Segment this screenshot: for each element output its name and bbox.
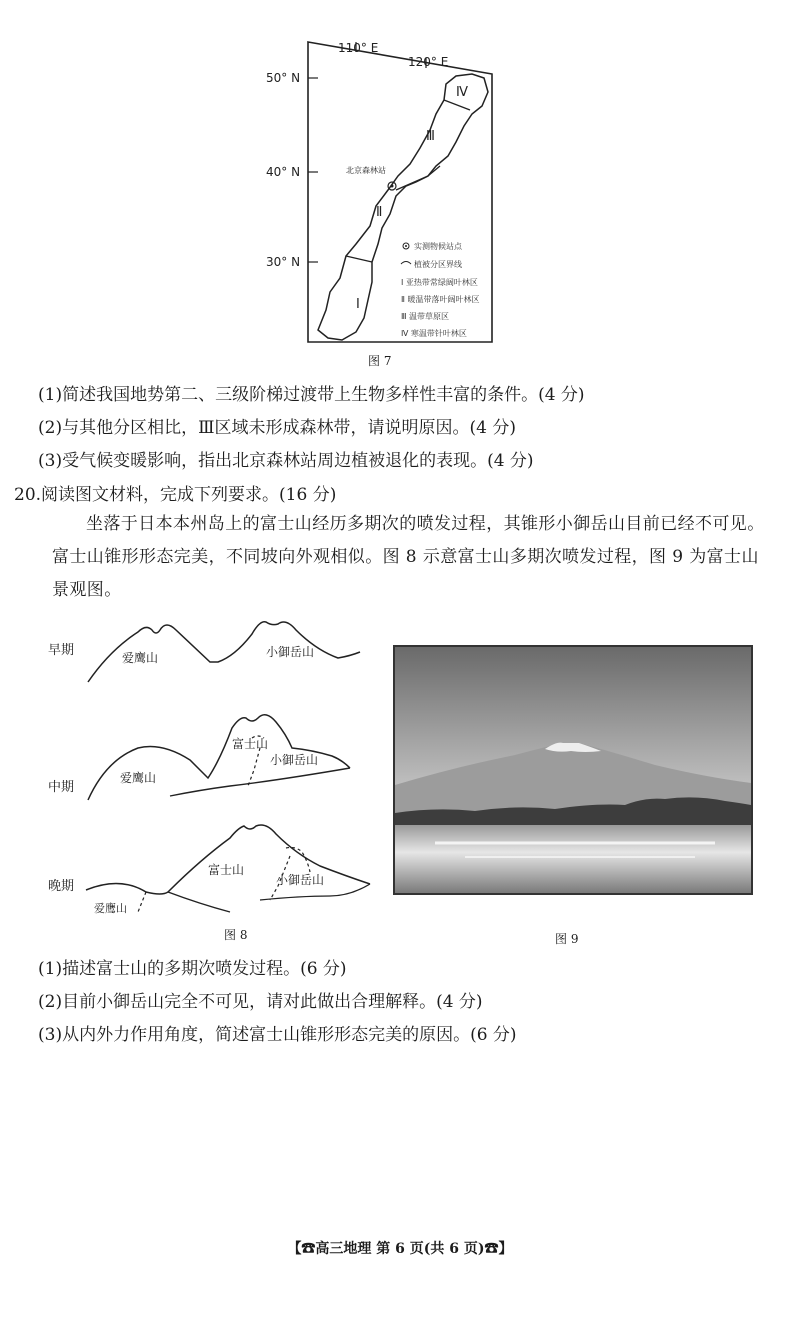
legend-item: Ⅲ 温带草原区 — [401, 312, 450, 321]
label-aitaka-late: 爱鹰山 — [94, 902, 127, 915]
figure9-photo — [393, 645, 753, 895]
stage-early — [88, 622, 360, 682]
lat-label-50: 50° N — [266, 71, 301, 85]
zone-label-3: Ⅲ — [426, 129, 435, 144]
stage-label-middle: 中期 — [48, 780, 75, 795]
map-legend — [401, 241, 479, 338]
stage-late — [86, 825, 370, 915]
label-fuji-middle: 富士山 — [232, 737, 269, 751]
figure7-caption: 图 7 — [368, 354, 392, 368]
legend-item: Ⅱ 暖温带落叶阔叶林区 — [401, 295, 480, 304]
page-footer: 【☎高三地理 第 6 页(共 6 页)☎】 — [287, 1241, 513, 1257]
q20-sub3: (3)从内外力作用角度，简述富士山锥形形态完美的原因。(6 分) — [38, 1025, 517, 1045]
label-aitaka-early: 爱鹰山 — [122, 651, 159, 665]
q19-sub1: (1)简述我国地势第二、三级阶梯过渡带上生物多样性丰富的条件。(4 分) — [38, 385, 585, 405]
stage-middle — [88, 715, 350, 800]
legend-item: Ⅳ 寒温带针叶林区 — [401, 329, 467, 338]
q20-paragraph: 坐落于日本本州岛上的富士山经历多期次的喷发过程，其锥形小御岳山目前已经不可见。富士山锥形形态完美，不同坡向外观相似。图 8 示意富士山多期次喷发过程，图 9 为富士山景观图。 — [52, 514, 765, 600]
zone-label-4: Ⅳ — [456, 85, 468, 100]
zone-boundary — [444, 100, 470, 110]
q20-sub1: (1)描述富士山的多期次喷发过程。(6 分) — [38, 959, 347, 979]
lat-label-30: 30° N — [266, 255, 301, 269]
label-komitake-middle: 小御岳山 — [270, 753, 319, 767]
zone-label-1: Ⅰ — [356, 297, 360, 312]
lon-label-110: 110° E — [338, 41, 379, 55]
lon-label-120: 120° E — [408, 55, 449, 69]
q19-sub2: (2)与其他分区相比，Ⅲ区域未形成森林带，请说明原因。(4 分) — [38, 418, 516, 438]
stage-label-late: 晚期 — [48, 879, 75, 894]
label-aitaka-middle: 爱鹰山 — [120, 771, 157, 785]
label-fuji-late: 富士山 — [208, 863, 245, 877]
figure8-caption: 图 8 — [224, 928, 248, 942]
figure7-map — [260, 30, 500, 345]
station-label: 北京森林站 — [346, 166, 386, 175]
label-komitake-late: 小御岳山 — [276, 873, 325, 887]
figure8-diagram — [80, 600, 380, 920]
legend-item: 实测物候站点 — [414, 242, 462, 251]
q20-heading: 20.阅读图文材料，完成下列要求。(16 分) — [14, 485, 337, 505]
legend-item: Ⅰ 亚热带常绿阔叶林区 — [401, 278, 478, 287]
legend-item: 植被分区界线 — [414, 260, 462, 269]
label-komitake-early: 小御岳山 — [266, 645, 315, 659]
zone-boundary — [346, 256, 372, 262]
q19-sub3: (3)受气候变暖影响，指出北京森林站周边植被退化的表现。(4 分) — [38, 451, 534, 471]
lat-label-40: 40° N — [266, 165, 301, 179]
stage-label-early: 早期 — [48, 643, 75, 658]
q20-sub2: (2)目前小御岳山完全不可见，请对此做出合理解释。(4 分) — [38, 992, 483, 1012]
figure9-caption: 图 9 — [555, 932, 579, 946]
fuji-landscape-photo — [395, 647, 751, 893]
zone-label-2: Ⅱ — [376, 205, 383, 220]
